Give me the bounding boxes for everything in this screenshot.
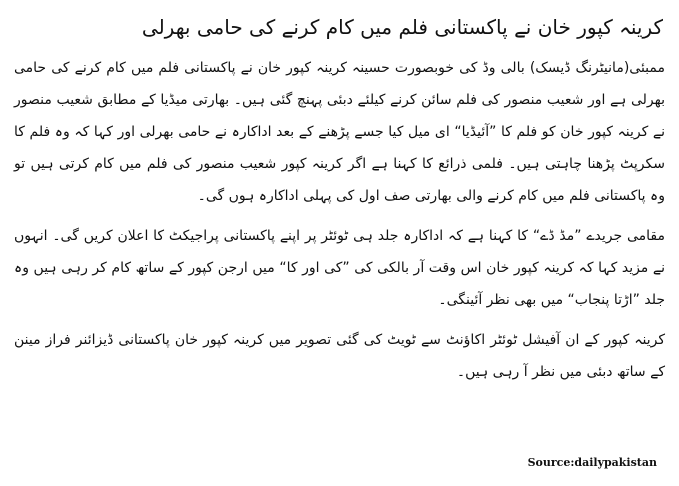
article-paragraph-1: ممبئی(مانیٹرنگ ڈیسک) بالی وڈ کی خوبصورت حسینہ کرینہ کپور خان نے پاکستانی فلم میں کام کرنے کی حامی بھرلی ہے اور شعیب منصور کی فلم سائن کرنے کیلئے دبئی پہنچ گئی ہیں۔ بھارتی میڈیا کے مطابق شعیب منصور نے کرینہ کپور خان کو فلم کا ”آئیڈیا“ ای میل کیا جسے پڑھنے کے بعد اداکارہ نے حامی بھرلی اور کہا کہ وہ فلم کا سکرپٹ پڑھنا چاہتی ہیں۔ فلمی ذرائع کا کہنا ہے اگر کرینہ کپور شعیب منصور کی فلم میں کام کرتی ہیں تو وہ پاکستانی فلم میں کام کرنے والی بھارتی صف اول کی پہلی اداکارہ ہوں گی۔	[14, 60, 665, 204]
article-paragraph-3: کرینہ کپور کے ان آفیشل ٹوئٹر اکاؤنٹ سے ٹویٹ کی گئی تصویر میں کرینہ کپور خان پاکستانی ڈیزائنر فراز مینن کے ساتھ دبئی میں نظر آ رہی ہیں۔	[14, 332, 665, 380]
article-paragraph-2: مقامی جریدے ”مڈ ڈے“ کا کہنا ہے کہ اداکارہ جلد ہی ٹوئٹر پر اپنے پاکستانی پراجیکٹ کا اعلان کریں گی۔ انہوں نے مزید کہا کہ کرینہ کپور خان اس وقت آر بالکی کی ”کی اور کا“ میں ارجن کپور کے ساتھ کام کر رہی ہیں وہ جلد ”اڑتا پنجاب“ میں بھی نظر آئینگی۔	[14, 228, 665, 308]
source-credit: Source:dailypakistan	[527, 456, 657, 469]
article-headline: کرینہ کپور خان نے پاکستانی فلم میں کام کرنے کی حامی بھرلی	[141, 15, 663, 39]
